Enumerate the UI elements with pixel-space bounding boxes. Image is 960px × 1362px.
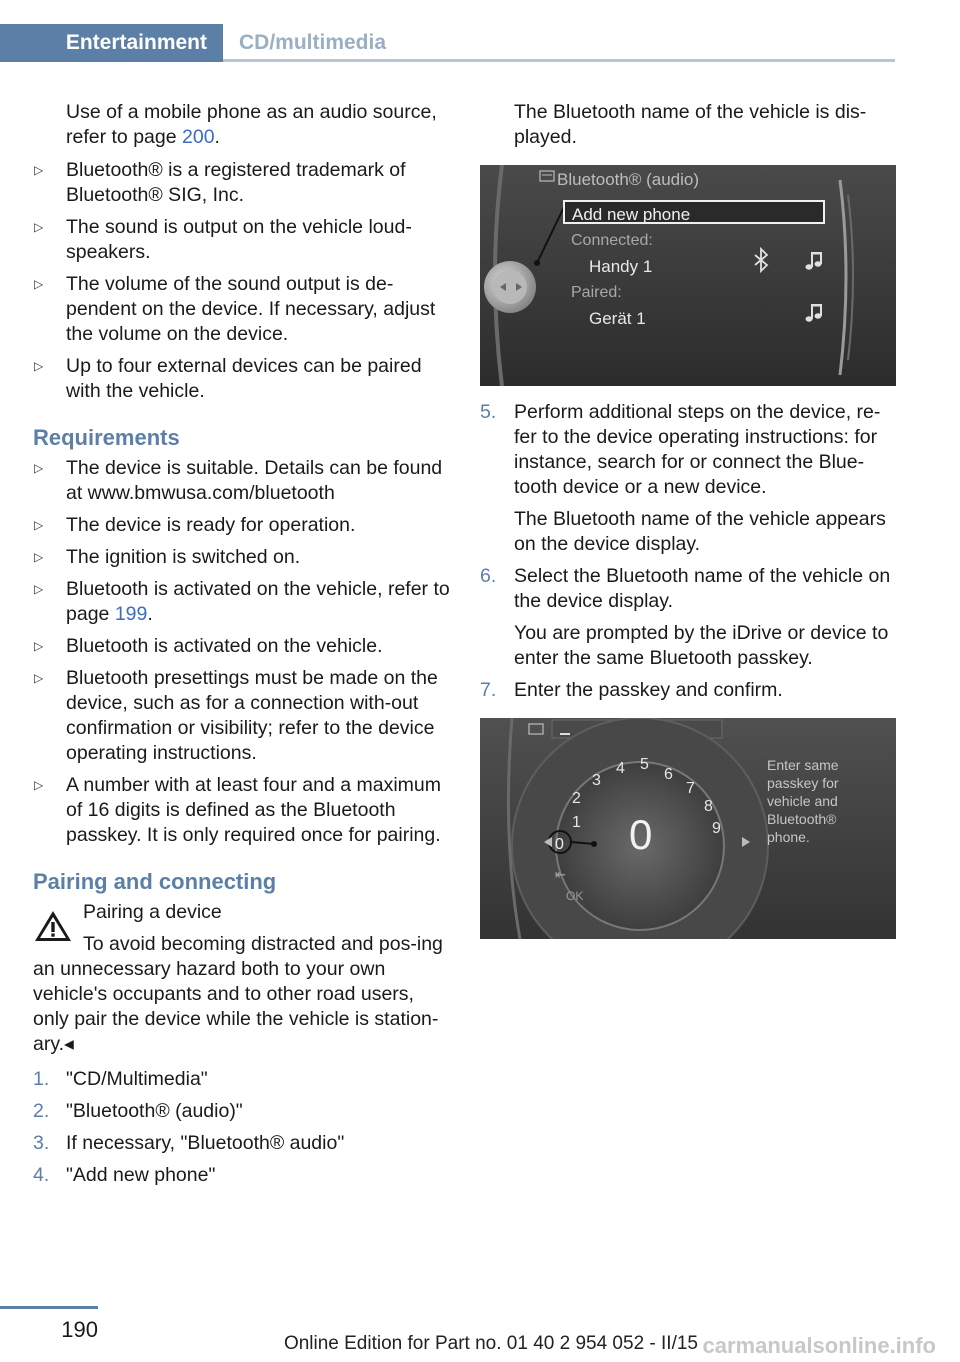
list-item-text: Bluetooth is activated on the vehicle, refer to page [66, 578, 450, 625]
connected-label: Connected: [571, 232, 653, 249]
page-header [0, 0, 960, 64]
list-item-text: The device is suitable. Details can be found at www.bmwusa.com/bluetooth [66, 457, 443, 504]
edition-text: Online Edition for Part no. 01 40 2 954 052 - II/15 [283, 1333, 698, 1354]
passkey-digit[interactable]: 4 [616, 760, 625, 777]
right-column [480, 100, 896, 939]
list-item [33, 773, 451, 848]
list-item [33, 456, 451, 506]
list-item [33, 545, 451, 570]
selected-digit[interactable]: 0 [629, 811, 653, 858]
list-item [33, 272, 451, 347]
step-number: 3. [33, 1132, 50, 1154]
left-column [33, 100, 451, 1195]
passkey-digit[interactable]: 1 [572, 814, 581, 831]
ok-button[interactable]: OK [566, 889, 584, 903]
warning-triangle-icon [33, 908, 73, 944]
list-item [33, 158, 451, 208]
list-item: ▷ Bluetooth is activated on the vehicle, refer to page 199. [34, 578, 450, 625]
step-5 [480, 400, 896, 557]
page-number: 190 [61, 1317, 98, 1342]
idrive-screen-passkey [480, 718, 896, 939]
list-item [33, 666, 451, 766]
watermark: carmanualsonline.info [702, 1333, 936, 1358]
triangle-bullet-icon: ▷ [34, 277, 44, 291]
tab-entertainment[interactable]: Entertainment [0, 24, 223, 62]
triangle-bullet-icon: ▷ [34, 778, 44, 792]
step-text: If necessary, "Bluetooth® audio" [66, 1132, 345, 1154]
warning-text: To avoid becoming distracted and pos-ing an unnecessary hazard both to your own vehicle's occupants and to other road users, only pair the device while the vehicle is station-ary.◂ [33, 933, 443, 1055]
step-number: 1. [33, 1068, 50, 1090]
triangle-bullet-icon: ▷ [34, 639, 44, 653]
list-item-text: A number with at least four and a maximum of 16 digits is defined as the Bluetooth passkey. It is only required once for pairing. [66, 774, 442, 846]
triangle-bullet-icon: ▷ [34, 518, 44, 532]
header-divider [223, 59, 895, 62]
step-number: 5. [480, 401, 497, 423]
step-text: Select the Bluetooth name of the vehicle on the device display. [514, 565, 891, 612]
list-item-text: The volume of the sound output is de-pendent on the device. If necessary, adjust the volume on the device. [66, 273, 436, 345]
warning-block [33, 900, 451, 1057]
step-number: 6. [480, 565, 497, 587]
triangle-bullet-icon: ▷ [34, 220, 44, 234]
triangle-bullet-icon: ▷ [34, 582, 44, 596]
passkey-digit[interactable]: 8 [704, 798, 713, 815]
page-link-199[interactable]: 199 [114, 603, 148, 625]
passkey-digit[interactable]: 6 [664, 766, 673, 783]
list-item [33, 215, 451, 265]
page-link-200[interactable]: 200 [182, 126, 215, 148]
passkey-prompt: Enter same passkey for vehicle and Bluetooth® phone. [767, 757, 839, 845]
triangle-bullet-icon: ▷ [34, 671, 44, 685]
pairing-heading: Pairing and connecting [33, 869, 277, 894]
triangle-bullet-icon: ▷ [34, 550, 44, 564]
passkey-digit[interactable]: 5 [640, 756, 649, 773]
warning-title: Pairing a device [83, 901, 222, 923]
idrive-screen-bluetooth [480, 165, 896, 386]
triangle-bullet-icon: ▷ [34, 461, 44, 475]
paired-label: Paired: [571, 284, 622, 301]
list-item-text: Bluetooth is activated on the vehicle. [66, 635, 383, 657]
screen-background [480, 165, 896, 386]
triangle-bullet-icon: ▷ [34, 163, 44, 177]
step-text: "Add new phone" [66, 1164, 216, 1186]
list-item-text: Up to four external devices can be paired with the vehicle. [66, 355, 422, 402]
list-item-text: The sound is output on the vehicle loud-speakers. [66, 216, 412, 263]
step-text: "Bluetooth® (audio)" [66, 1100, 243, 1122]
step-subtext: You are prompted by the iDrive or device to enter the same Bluetooth passkey. [514, 622, 889, 669]
backspace-icon[interactable]: ⇤ [555, 867, 566, 882]
list-item [33, 634, 451, 659]
passkey-digit[interactable]: 7 [686, 780, 695, 797]
step-1 [33, 1067, 451, 1092]
screen-title: Bluetooth® (audio) [557, 170, 700, 189]
step-text: "CD/Multimedia" [66, 1068, 208, 1090]
passkey-digit[interactable]: 9 [712, 820, 721, 837]
list-item [33, 354, 451, 404]
step-7 [480, 678, 896, 703]
tab-cd-multimedia[interactable]: CD/multimedia [239, 31, 387, 54]
step-text: Enter the passkey and confirm. [514, 679, 783, 701]
connected-device-item[interactable]: Handy 1 [589, 257, 653, 276]
intro-text: Use of a mobile phone as an audio source, refer to page [66, 101, 437, 148]
step-4 [33, 1163, 451, 1188]
paired-device-item[interactable]: Gerät 1 [589, 309, 646, 328]
step-number: 2. [33, 1100, 50, 1122]
step-number: 4. [33, 1164, 50, 1186]
step-2 [33, 1099, 451, 1124]
list-item-text: Bluetooth® is a registered trademark of Bluetooth® SIG, Inc. [66, 159, 406, 206]
step-number: 7. [480, 679, 497, 701]
list-item [33, 513, 451, 538]
right-intro: The Bluetooth name of the vehicle is dis-played. [514, 101, 867, 148]
intro-paragraph: Use of a mobile phone as an audio source, refer to page 200. [66, 101, 437, 148]
add-new-phone-item[interactable]: Add new phone [572, 205, 691, 224]
list-item-text: Bluetooth presettings must be made on the device, such as for a connection with-out confirmation or visibility; refer to the device operating instructions. [66, 667, 438, 764]
list-item-text: The device is ready for operation. [66, 514, 356, 536]
triangle-bullet-icon: ▷ [34, 359, 44, 373]
step-text: Perform additional steps on the device, re-fer to the device operating instructions: for instance, search for or connect the Blue-tooth device or a new device. [514, 401, 881, 498]
passkey-digit[interactable]: 3 [592, 772, 601, 789]
footer-accent-line [0, 1306, 98, 1309]
requirements-heading: Requirements [33, 425, 180, 450]
list-item-text: The ignition is switched on. [66, 546, 301, 568]
step-subtext: The Bluetooth name of the vehicle appears on the device display. [514, 508, 886, 555]
step-3 [33, 1131, 451, 1156]
step-6 [480, 564, 896, 671]
small-zero-digit[interactable]: 0 [555, 836, 564, 853]
steps-list [33, 1067, 451, 1188]
passkey-digit[interactable]: 2 [572, 790, 581, 807]
